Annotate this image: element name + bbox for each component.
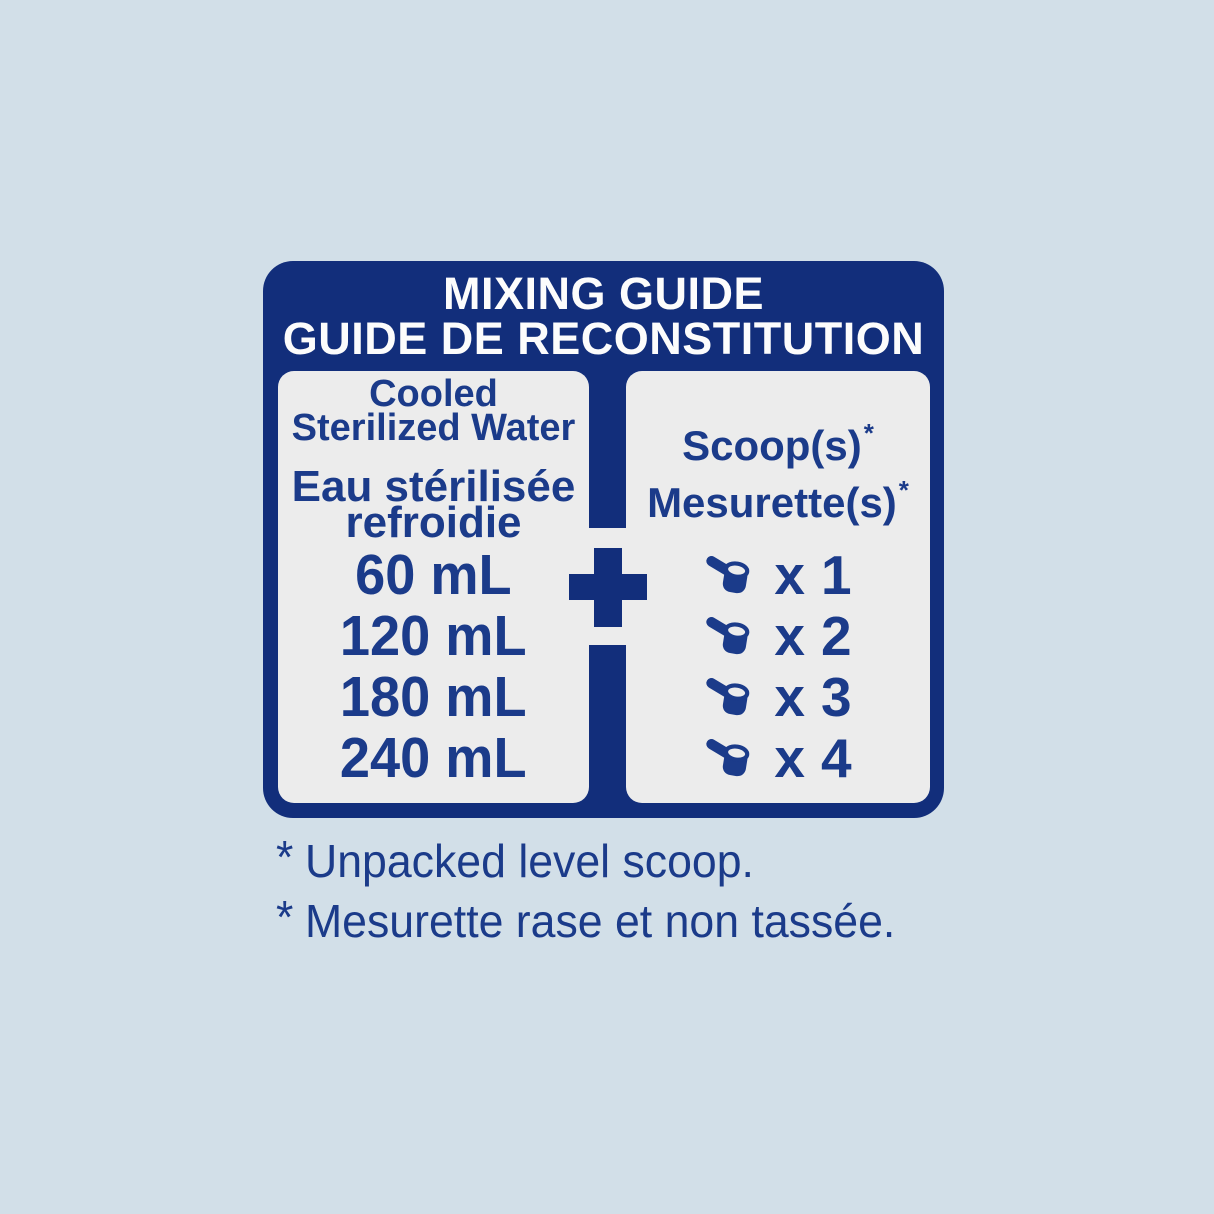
multiplier-x: x (774, 543, 805, 606)
scoop-count-row (626, 666, 930, 727)
footnote-english-text: Unpacked level scoop. (305, 835, 754, 887)
water-header-en-line1: Cooled (369, 373, 498, 415)
scoop-icon (704, 613, 756, 659)
footnote-asterisk: * (276, 891, 294, 943)
scoop-icon (704, 735, 756, 781)
scoop-header-fr-asterisk: * (898, 475, 909, 505)
water-amount-row (278, 544, 589, 605)
water-panel (278, 371, 589, 803)
water-amount-row (278, 605, 589, 666)
mixing-guide-card (263, 261, 944, 818)
scoop-header (626, 411, 930, 525)
scoop-header-fr-text: Mesurette(s) (647, 479, 897, 526)
scoop-count: 3 (821, 665, 852, 728)
scoop-header-french (626, 468, 930, 525)
plus-icon (594, 548, 622, 627)
footnote-french (276, 891, 896, 956)
scoop-header-english (626, 411, 930, 468)
water-header-en-line2: Sterilized Water (291, 407, 576, 449)
scoop-count-row (626, 544, 930, 605)
water-header-fr-line2: refroidie (345, 498, 522, 547)
water-amount-rows (278, 544, 589, 788)
water-amount: 60 mL (355, 542, 512, 607)
footnote-french-text: Mesurette rase et non tassée. (305, 895, 896, 947)
scoop-header-en-text: Scoop(s) (682, 422, 862, 469)
water-amount: 120 mL (340, 603, 527, 668)
scoop-count-rows (626, 544, 930, 788)
scoop-count: 2 (821, 604, 852, 667)
water-amount-row (278, 666, 589, 727)
scoop-icon (704, 552, 756, 598)
water-header-english (278, 373, 589, 449)
title-english: MIXING GUIDE (442, 268, 765, 319)
footnote-english (276, 831, 895, 896)
card-header (263, 268, 944, 364)
scoop-icon (704, 674, 756, 720)
footnote-asterisk: * (276, 831, 294, 883)
scoop-panel (626, 371, 930, 803)
multiplier-x: x (774, 665, 805, 728)
water-header-fr-line1: Eau stérilisée (291, 462, 576, 511)
scoop-count-row (626, 605, 930, 666)
water-amount: 180 mL (340, 664, 527, 729)
title-french: GUIDE DE RECONSTITUTION (282, 313, 925, 364)
multiplier-x: x (774, 726, 805, 789)
water-header-french (278, 462, 589, 547)
scoop-header-en-asterisk: * (863, 418, 874, 448)
scoop-count-row (626, 727, 930, 788)
footnotes (276, 831, 914, 956)
scoop-count: 4 (821, 726, 852, 789)
scoop-count: 1 (821, 543, 852, 606)
water-amount-row (278, 727, 589, 788)
water-amount: 240 mL (340, 725, 527, 790)
multiplier-x: x (774, 604, 805, 667)
